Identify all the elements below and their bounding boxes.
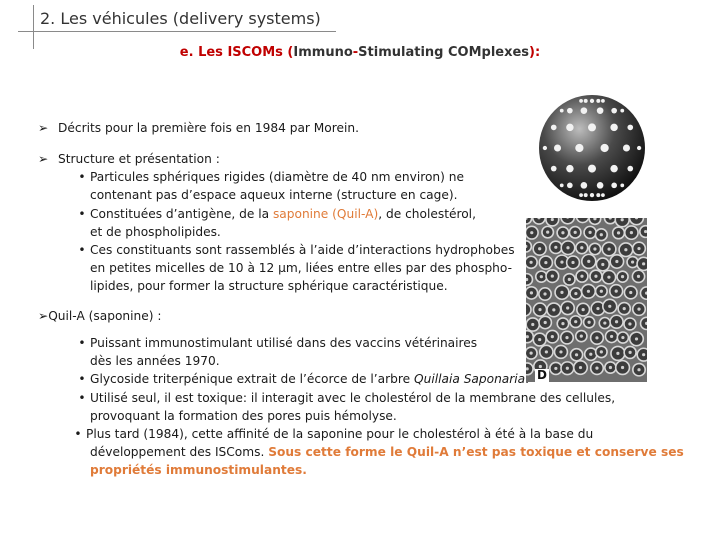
micrograph-particle-core: [551, 335, 554, 338]
sphere-pore: [579, 99, 583, 103]
micrograph-particle-core: [552, 308, 555, 311]
micrograph-particle-core: [621, 336, 624, 339]
micrograph-particle-core: [566, 306, 569, 309]
micrograph-particle-core: [560, 260, 563, 263]
sphere-pore: [581, 182, 588, 189]
micrograph-particle-core: [588, 231, 591, 234]
micrograph-particle-core: [623, 307, 626, 310]
bullet-icon: •: [78, 243, 86, 258]
micrograph-particle-core: [544, 261, 547, 264]
micrograph-particle-core: [560, 291, 563, 294]
micrograph-particle-core: [531, 323, 534, 326]
micrograph-particle-core: [582, 308, 585, 311]
micrograph-particle-core: [554, 367, 557, 370]
micrograph-particle-core: [642, 262, 645, 265]
micrograph-particle-core: [629, 291, 632, 294]
section-heading: Structure et présentation :: [58, 152, 220, 166]
sphere-pore: [566, 165, 573, 172]
bullet-icon: •: [74, 427, 82, 442]
micrograph-particle-core: [574, 292, 577, 295]
sphere-pore: [584, 99, 588, 103]
micrograph-particle-core: [600, 290, 603, 293]
figure-label: D: [537, 368, 547, 382]
micrograph-particle-core: [551, 274, 554, 277]
micrograph-particle-core: [600, 350, 603, 353]
arrow-bullet-icon: ➢: [38, 152, 49, 166]
arrow-bullet-icon: ➢: [38, 309, 49, 323]
sphere-pore: [543, 146, 547, 150]
section-discovery: ➢ Décrits pour la première fois en 1984 par Morein.: [38, 119, 359, 137]
micrograph-particle-core: [575, 353, 578, 356]
micrograph-particle-core: [637, 308, 640, 311]
micrograph-particle-core: [538, 308, 541, 311]
micrograph-particle-core: [624, 248, 627, 251]
sphere-pore: [567, 183, 573, 189]
micrograph-particle-core: [615, 290, 618, 293]
sphere-pore: [601, 193, 605, 197]
micrograph-particle-core: [530, 231, 533, 234]
sphere-pore: [581, 107, 588, 114]
micrograph-particle-core: [593, 247, 596, 250]
micrograph-particle-core: [545, 350, 548, 353]
sphere-pore: [567, 108, 573, 114]
micrograph-particle-core: [631, 260, 634, 263]
micrograph-particle-core: [540, 275, 543, 278]
sphere-pore: [611, 108, 617, 114]
micrograph-particle-core: [596, 307, 599, 310]
section-structure: ➢ Structure et présentation : • Particules sphériques rigides (diamètre de 40 nm environ) ne contenant pas d’espace aqueux interne (structure en cage). • Constituées d’antigène, de la saponine (Quil-A), de cholestérol, et de phospholipides. • Ces constituants sont rassemblés à l’aide d’interactions hydrophobes en petites micelles de 10 à 12 µm, liées entre elles par des phospho- lipides, pour former la structure sphérique caractéristique.: [38, 152, 515, 294]
sphere-pore: [610, 165, 617, 172]
micrograph-particle-core: [621, 275, 624, 278]
micrograph-particle-core: [551, 218, 554, 221]
sphere-pore: [560, 183, 564, 187]
micrograph-particle-core: [559, 350, 562, 353]
sphere-pore: [566, 124, 573, 131]
micrograph-particle-core: [610, 335, 613, 338]
sphere-pore: [627, 125, 633, 131]
micrograph-particle-core: [561, 322, 564, 325]
micrograph-particle-core: [587, 290, 590, 293]
micrograph-particle-core: [601, 263, 604, 266]
micrograph-particle-core: [579, 366, 582, 369]
sphere-pore: [627, 166, 633, 172]
micrograph-particle-core: [538, 338, 541, 341]
micrograph-particle-core: [544, 321, 547, 324]
micrograph-particle-core: [574, 320, 577, 323]
sphere-pore: [600, 144, 608, 152]
micrograph-particle-core: [554, 246, 557, 249]
sphere-pore: [584, 193, 588, 197]
micrograph-particle-core: [587, 260, 590, 263]
micrograph-particle-core: [529, 261, 532, 264]
bullet-icon: •: [78, 336, 86, 350]
sphere-pore: [560, 109, 564, 113]
micrograph-particle-core: [635, 337, 638, 340]
micrograph-particle-core: [595, 367, 598, 370]
micrograph-particle-core: [642, 353, 645, 356]
section-quil-a: [38, 307, 161, 325]
micrograph-image: [526, 218, 647, 382]
sphere-pore: [597, 107, 604, 114]
micrograph-particle-core: [615, 260, 618, 263]
sphere-pore: [611, 183, 617, 189]
micrograph-particle-core: [530, 291, 533, 294]
micrograph-particle-core: [595, 336, 598, 339]
micrograph-particle-core: [603, 321, 606, 324]
title-underline: [18, 31, 336, 32]
arrow-bullet-icon: ➢: [38, 121, 49, 135]
sphere-pore: [575, 144, 583, 152]
micrograph-particle-core: [608, 305, 611, 308]
section-heading: Quil-A (saponine) :: [48, 309, 162, 323]
bullet-icon: •: [78, 170, 86, 185]
micrograph-particle-core: [637, 275, 640, 278]
title-vertical-rule: [33, 5, 34, 49]
micrograph-particle: [561, 218, 574, 224]
micrograph-particle-core: [600, 233, 603, 236]
species-name: Quillaia Saponaria: [414, 372, 526, 387]
micrograph-particle-core: [607, 276, 610, 279]
sphere-pore: [554, 144, 561, 151]
sphere-pore: [551, 166, 557, 172]
micrograph-particle-core: [538, 247, 541, 250]
sphere-pore: [597, 182, 604, 189]
micrograph-particle-core: [530, 352, 533, 355]
micrograph-particle-core: [637, 368, 640, 371]
saponine-highlight: saponine (Quil-A): [272, 206, 379, 221]
micrograph-particle-core: [630, 231, 633, 234]
micrograph-particle-core: [580, 335, 583, 338]
section-quil-a-bullets: • Puissant immunostimulant utilisé dans des vaccins vétérinaires dès les années 1970. • Glycoside triterpénique extrait de l’écorce de l’arbre Quillaia Saponaria • Utilisé seul, il est toxique: il interagit avec le cholestérol de la membrane des cellules, provoquant la formation des pores puis hémolyse. • Plus tard (1984), cette affinité de la saponine pour le cholestérol à été à la base du développement des ISComs. Sous cette forme le Quil-A n’est pas toxique et conserve ses propriétés immunostimulantes.: [38, 334, 684, 480]
nontoxic-highlight-cont: propriétés immunostimulantes.: [90, 463, 307, 478]
micrograph-particle-core: [566, 367, 569, 370]
micrograph-particle-core: [574, 231, 577, 234]
micrograph-particle-core: [594, 275, 597, 278]
micrograph-particle-core: [607, 247, 610, 250]
sphere-pore: [588, 123, 596, 131]
micrograph-particle-core: [589, 353, 592, 356]
sphere-pore: [590, 193, 594, 197]
micrograph-particle-core: [621, 366, 624, 369]
sphere-pore: [590, 99, 594, 103]
sphere-pore: [596, 99, 600, 103]
sphere-pore: [579, 193, 583, 197]
micrograph-particle-core: [565, 336, 568, 339]
micrograph-particle-core: [629, 351, 632, 354]
micrograph-particle-core: [571, 261, 574, 264]
micrograph-particle-core: [580, 246, 583, 249]
sphere-pore: [596, 193, 600, 197]
bullet-icon: •: [78, 206, 86, 221]
micrograph-particle-core: [568, 278, 571, 281]
micrograph-particle-core: [617, 231, 620, 234]
iscom-sphere-image: [536, 92, 648, 204]
micrograph-particle-core: [628, 322, 631, 325]
sphere-pore: [637, 146, 641, 150]
sphere-pore: [623, 144, 630, 151]
nontoxic-highlight: Sous cette forme le Quil-A n’est pas toxique et conserve ses: [268, 445, 684, 460]
micrograph-particle-core: [580, 275, 583, 278]
micrograph-particle-core: [621, 218, 624, 221]
sphere-pore: [610, 124, 617, 131]
micrograph-particle-core: [546, 231, 549, 234]
slide-subtitle: e. Les ISCOMs (Immuno-Stimulating COMplexes):: [179, 45, 541, 60]
sphere-pore: [588, 165, 596, 173]
slide-title: 2. Les véhicules (delivery systems): [40, 9, 321, 28]
micrograph-particle-core: [561, 231, 564, 234]
micrograph-particle-core: [609, 366, 612, 369]
micrograph-particle-core: [637, 247, 640, 250]
sphere-pore: [620, 183, 624, 187]
micrograph-particle-core: [588, 321, 591, 324]
micrograph-particle-core: [616, 352, 619, 355]
micrograph-particle-core: [615, 320, 618, 323]
micrograph-particle-core: [566, 246, 569, 249]
sphere-pore: [620, 109, 624, 113]
sphere-pore: [601, 99, 605, 103]
bullet-icon: •: [78, 390, 86, 405]
bullet-icon: •: [78, 372, 86, 387]
micrograph-particle-core: [543, 292, 546, 295]
sphere-pore: [551, 125, 557, 131]
